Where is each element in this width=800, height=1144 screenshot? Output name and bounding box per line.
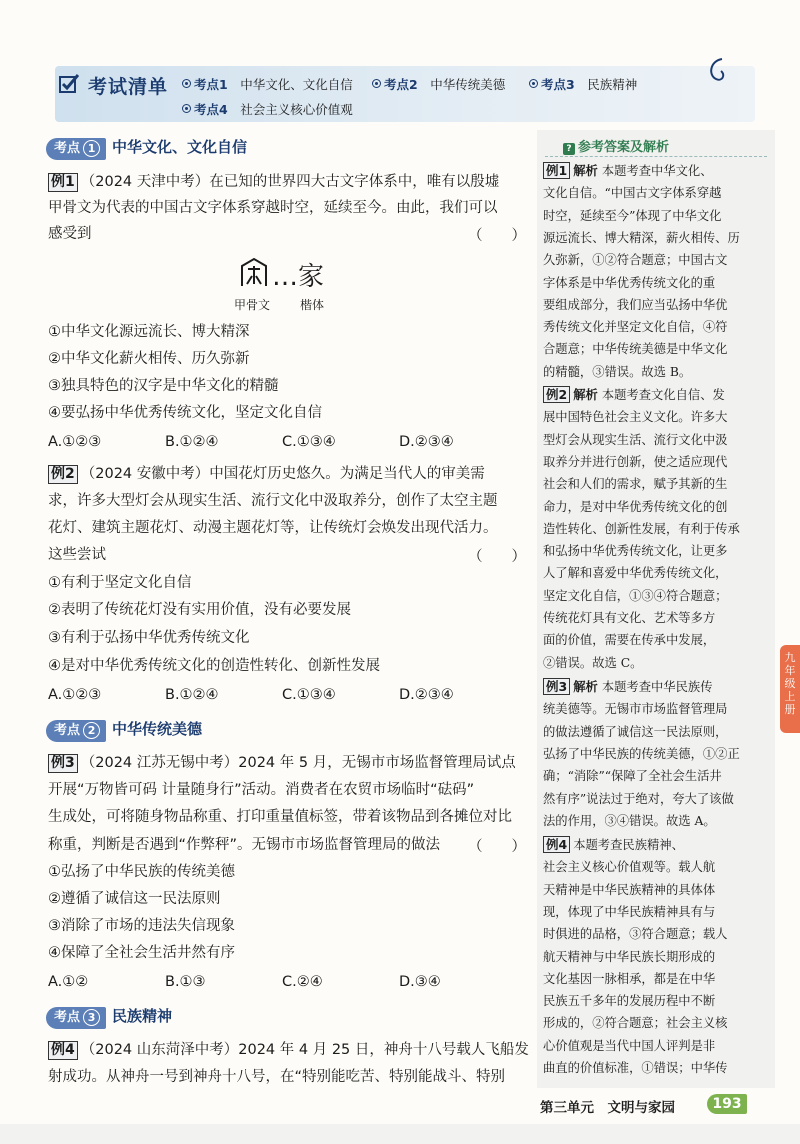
answer-blank: （ ）: [468, 228, 526, 244]
answer-a1-line: 时空，延续至今”体现了中华文化: [543, 208, 722, 223]
answer-a4-line: 例4 本题考查民族精神、: [543, 834, 684, 856]
example-1-line-1: 例1 （2024 天津中考）在已知的世界四大古文字体系中，唯有以殷墟: [48, 172, 499, 192]
answer-heading: ? 参考答案及解析: [563, 136, 669, 155]
choice-b: B.①②④: [165, 434, 219, 450]
option: ③独具特色的汉字是中华文化的精髓: [48, 378, 279, 394]
answer-a3-line: 的做法遵循了诚信这一民法原则，: [543, 724, 728, 739]
answer-a4-line: 文化基因一脉相承，都是在中华: [543, 971, 716, 986]
answer-a1-line: 久弥新，①②符合题意；中国古文: [543, 253, 728, 268]
section-pill: 考点 1: [46, 138, 106, 160]
footer-unit: 第三单元 文明与家园: [540, 1100, 675, 1116]
example-tag: 例4: [48, 1041, 78, 1060]
banner-title: 考试清单: [88, 76, 169, 98]
choice-b: B.①②④: [165, 687, 219, 703]
option: ②中华文化薪火相传、历久弥新: [48, 351, 250, 367]
answer-a2-line: 命力，是对中华优秀传统文化的创: [543, 499, 728, 514]
choice-c: C.①③④: [282, 687, 336, 703]
example-tag: 例2: [48, 465, 78, 484]
example-1-line-3: 感受到: [48, 226, 92, 242]
example-tag: 例1: [48, 173, 78, 192]
answer-a1-line: 秀传统文化并坚定文化自信，④符: [543, 320, 728, 335]
swirl-decoration-icon: [702, 55, 730, 87]
section-pill: 考点 2: [46, 720, 106, 742]
answer-a1-line: 的精髓，③错误。故选 B。: [543, 364, 692, 379]
answer-a1-line: 例1 解析 本题考查中华文化、: [543, 160, 713, 182]
choice-a: A.①②③: [48, 687, 102, 703]
answer-a2-line: 和弘扬中华优秀传统文化，让更多: [543, 544, 728, 559]
answer-a1-line: 源远流长、博大精深，薪火相传、历: [543, 230, 740, 245]
answer-a3-line: 法的作用，③④错误。故选 A。: [543, 813, 716, 828]
section-heading-3: 考点 3 民族精神: [46, 1005, 172, 1027]
answer-a3-line: 确；“消除”“保障了全社会生活井: [543, 769, 722, 784]
banner-item-3: 考点3 民族精神: [529, 75, 637, 93]
target-icon: [182, 104, 191, 113]
analysis-label: 解析: [573, 388, 598, 402]
option: ②遵循了诚信这一民法原则: [48, 891, 221, 907]
answer-a1-line: 文化自信。“中国古文字体系穿越: [543, 186, 722, 201]
option: ④要弘扬中华优秀传统文化，坚定文化自信: [48, 405, 322, 421]
answer-a2-line: 传统花灯具有文化、艺术等多方: [543, 611, 716, 625]
choice-a: A.①②: [48, 974, 89, 990]
option: ③有利于弘扬中华优秀传统文化: [48, 630, 250, 646]
answer-a3-line: 然有序”说法过于绝对，夸大了该做: [543, 791, 734, 806]
answer-a2-line: 例2 解析 本题考查文化自信、发: [543, 384, 725, 406]
option: ③消除了市场的违法失信现象: [48, 918, 235, 934]
answer-a2-line: 人了解和喜爱中华优秀传统文化，: [543, 566, 728, 581]
answer-a4-line: 现，体现了中华民族精神具有与: [543, 904, 716, 919]
option: ④是对中华优秀传统文化的创造性转化、创新性发展: [48, 658, 380, 674]
target-icon: [182, 79, 191, 88]
answer-a4-line: 民族五千多年的发展历程中不断: [543, 994, 716, 1009]
answer-a3-line: 统美德等。无锡市市场监督管理局: [543, 702, 728, 717]
example-3-line-2: 开展“万物皆可码 计量随身行”活动。消费者在农贸市场临时“砝码”: [48, 782, 475, 798]
answer-a2-line: ②错误。故选 C。: [543, 655, 643, 670]
answer-a3-line: 弘扬了中华民族的传统美德，①②正: [543, 746, 740, 761]
answer-a4-line: 心价值观是当代中国人评判是非: [543, 1038, 716, 1053]
choice-d: D.③④: [399, 974, 441, 990]
option: ①弘扬了中华民族的传统美德: [48, 864, 235, 880]
grade-side-tab: 九年级上册: [780, 645, 800, 733]
section-pill: 考点 3: [46, 1007, 106, 1029]
choice-a: A.①②③: [48, 434, 102, 450]
example-tag: 例3: [543, 678, 570, 695]
choice-d: D.②③④: [399, 687, 454, 703]
page-number: 193: [707, 1094, 747, 1114]
regular-script-glyph: …家: [272, 262, 325, 292]
oracle-bone-glyph-icon: [238, 256, 270, 290]
caption-oracle: 甲骨文: [234, 298, 271, 312]
answer-a1-line: 要组成部分，我们应当弘扬中华优: [543, 297, 728, 312]
answer-a2-line: 取养分并进行创新，使之适应现代: [543, 454, 728, 469]
answer-a2-line: 展中国特色社会主义文化。许多大: [543, 410, 728, 425]
example-2-line-3: 花灯、建筑主题花灯、动漫主题花灯等，让传统灯会焕发出现代活力。: [48, 520, 498, 536]
example-2-line-4: 这些尝试: [48, 547, 106, 563]
example-tag: 例2: [543, 386, 570, 403]
example-2-line-1: 例2 （2024 安徽中考）中国花灯历史悠久。为满足当代人的审美需: [48, 464, 485, 484]
example-3-line-1: 例3 （2024 江苏无锡中考）2024 年 5 月，无锡市市场监督管理局试点: [48, 753, 516, 773]
example-2-line-2: 求，许多大型灯会从现实生活、流行文化中汲取养分，创作了太空主题: [48, 493, 498, 509]
answer-a2-line: 造性转化、创新性发展，有利于传承: [543, 521, 740, 536]
answer-a2-line: 型灯会从现实生活、流行文化中汲: [543, 432, 728, 447]
answer-a4-line: 曲直的价值标准，①错误；中华传: [543, 1061, 728, 1075]
analysis-label: 解析: [573, 680, 598, 694]
example-tag: 例4: [543, 836, 570, 853]
answer-a4-line: 天精神是中华民族精神的具体体: [543, 882, 716, 897]
example-tag: 例3: [48, 754, 78, 773]
answer-blank: （ ）: [468, 839, 526, 855]
answer-a4-line: 社会主义核心价值观等。载人航: [543, 860, 716, 875]
banner-item-2: 考点2 中华传统美德: [372, 75, 505, 93]
answer-a4-line: 形成的，②符合题意；社会主义核: [543, 1016, 728, 1031]
example-4-line-1: 例4 （2024 山东菏泽中考）2024 年 4 月 25 日，神舟十八号载人飞船发: [48, 1040, 529, 1060]
example-4-line-2: 射成功。从神舟一号到神舟十八号，在“特别能吃苦、特别能战斗、特别: [48, 1069, 506, 1085]
answer-a2-line: 社会和人们的需求，赋予其新的生: [543, 477, 728, 492]
target-icon: [529, 79, 538, 88]
answer-a2-line: 坚定文化自信，①③④符合题意；: [543, 588, 728, 603]
analysis-label: 解析: [573, 164, 598, 178]
banner-item-4: 考点4 社会主义核心价值观: [182, 100, 353, 118]
answer-a2-line: 面的价值，需要在传承中发展，: [543, 633, 716, 648]
section-heading-1: 考点 1 中华文化、文化自信: [46, 136, 247, 158]
answer-a1-line: 合题意；中华传统美德是中华文化: [543, 342, 728, 357]
answer-a4-line: 航天精神与中华民族长期形成的: [543, 949, 716, 964]
answer-blank: （ ）: [468, 549, 526, 565]
choice-c: C.①③④: [282, 434, 336, 450]
option: ④保障了全社会生活井然有序: [48, 945, 235, 961]
example-tag: 例1: [543, 162, 570, 179]
answer-a1-line: 字体系是中华优秀传统文化的重: [543, 275, 716, 290]
option: ①有利于坚定文化自信: [48, 575, 192, 591]
choice-c: C.②④: [282, 974, 323, 990]
choice-d: D.②③④: [399, 434, 454, 450]
example-3-line-3: 生成处，可将随身物品称重、打印重量值标签，带着该物品到各摊位对比: [48, 809, 512, 825]
section-heading-2: 考点 2 中华传统美德: [46, 718, 202, 740]
example-1-line-2: 甲骨文为代表的中国古文字体系穿越时空，延续至今。由此，我们可以: [48, 200, 498, 216]
answer-a3-line: 例3 解析 本题考查中华民族传: [543, 676, 713, 698]
footer-bar: [0, 1124, 800, 1144]
choice-b: B.①③: [165, 974, 206, 990]
option: ②表明了传统花灯没有实用价值，没有必要发展: [48, 602, 351, 618]
option: ①中华文化源远流长、博大精深: [48, 324, 250, 340]
caption-regular: 楷体: [300, 298, 325, 312]
target-icon: [372, 79, 381, 88]
banner-item-1: 考点1 中华文化、文化自信: [182, 75, 353, 93]
answer-a4-line: 时俱进的品格，③符合题意；载人: [543, 927, 728, 942]
example-3-line-4: 称重，判断是否遇到“作弊秤”。无锡市市场监督管理局的做法: [48, 837, 441, 853]
divider: [545, 156, 767, 158]
key-icon: ?: [563, 143, 575, 155]
